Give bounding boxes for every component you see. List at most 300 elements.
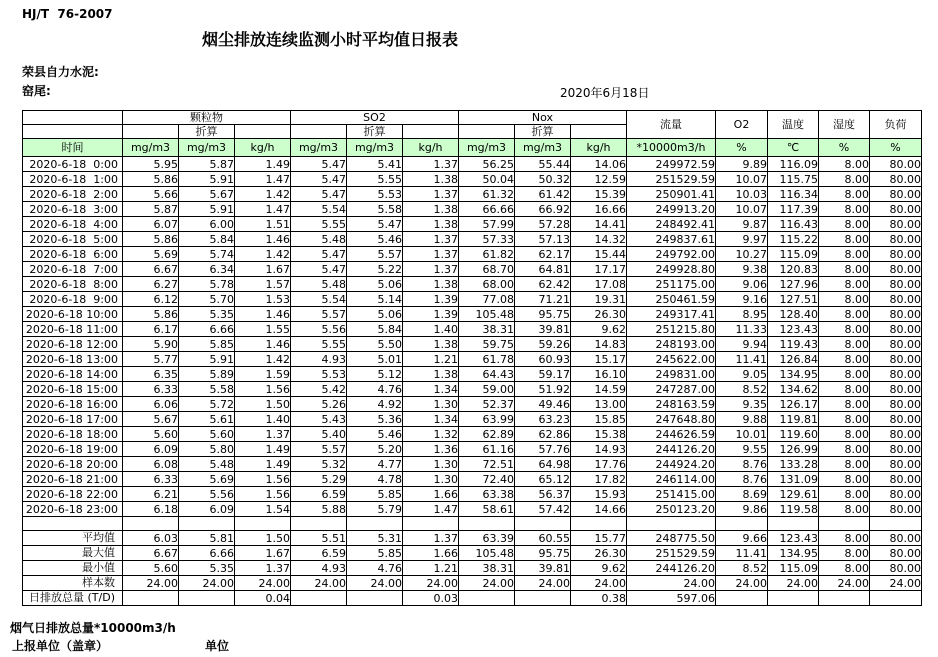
value-cell-flow: 249913.20 [627,202,716,217]
value-cell: 1.37 [403,157,459,172]
unit-cell: % [716,139,768,157]
value-cell: 24.00 [235,576,291,591]
value-cell: 1.37 [403,262,459,277]
value-cell: 1.34 [403,382,459,397]
value-cell: 1.56 [235,487,291,502]
value-cell: 119.43 [768,337,819,352]
value-cell-flow: 248775.50 [627,531,716,546]
value-cell: 9.38 [716,262,768,277]
hour-row [23,442,922,457]
value-cell: 134.62 [768,382,819,397]
time-cell [23,172,123,187]
value-cell: 19.31 [571,292,627,307]
value-cell-flow: 249972.59 [627,157,716,172]
value-cell: 129.61 [768,487,819,502]
value-cell: 105.48 [459,307,515,322]
value-cell: 62.86 [515,427,571,442]
summary-row [23,576,922,591]
value-cell: 5.60 [179,427,235,442]
value-cell: 5.54 [291,202,347,217]
value-cell: 1.21 [403,352,459,367]
value-cell: 1.51 [235,217,291,232]
value-cell: 6.09 [123,442,179,457]
value-cell-flow: 249928.80 [627,262,716,277]
value-cell: 5.56 [179,487,235,502]
value-cell: 1.67 [235,546,291,561]
value-cell: 5.85 [179,337,235,352]
time-cell [23,352,123,367]
value-cell [819,591,870,606]
row-label: 2020-6-18 23:00 [25,502,118,516]
value-cell: 63.39 [459,531,515,546]
header-empty-cell [23,125,123,139]
value-cell: 4.77 [347,457,403,472]
value-cell: 9.62 [571,561,627,576]
value-cell: 6.27 [123,277,179,292]
value-cell: 6.35 [123,367,179,382]
value-cell: 80.00 [870,531,922,546]
unit-cell: mg/m3 [123,139,179,157]
time-cell [23,576,123,591]
value-cell: 80.00 [870,322,922,337]
value-cell: 5.80 [179,442,235,457]
value-cell: 14.32 [571,232,627,247]
hour-row [23,172,922,187]
summary-row [23,546,922,561]
value-cell: 0.03 [403,591,459,606]
row-label: 2020-6-18 21:00 [25,472,118,486]
value-cell: 5.91 [179,352,235,367]
value-cell: 4.76 [347,382,403,397]
value-cell: 1.50 [235,531,291,546]
unit-cell: mg/m3 [179,139,235,157]
value-cell [235,517,291,531]
value-cell [515,591,571,606]
value-cell [179,591,235,606]
value-cell: 8.00 [819,172,870,187]
value-cell: 8.00 [819,262,870,277]
value-cell: 14.06 [571,157,627,172]
value-cell: 11.41 [716,352,768,367]
row-label: 2020-6-18 22:00 [25,487,118,501]
value-cell: 14.93 [571,442,627,457]
value-cell: 50.32 [515,172,571,187]
value-cell: 8.52 [716,382,768,397]
time-cell [23,277,123,292]
value-cell-flow [627,517,716,531]
value-cell [291,517,347,531]
value-cell: 10.07 [716,202,768,217]
header-load: 负荷 [870,111,922,139]
value-cell: 63.99 [459,412,515,427]
value-cell: 5.47 [291,262,347,277]
value-cell: 24.00 [123,576,179,591]
value-cell: 5.69 [179,472,235,487]
value-cell-flow: 246114.00 [627,472,716,487]
value-cell: 133.28 [768,457,819,472]
row-label: 2020-6-18 11:00 [25,322,118,336]
value-cell: 5.60 [123,427,179,442]
value-cell: 8.00 [819,457,870,472]
value-cell: 5.48 [179,457,235,472]
value-cell: 15.77 [571,531,627,546]
value-cell: 17.82 [571,472,627,487]
value-cell: 8.76 [716,457,768,472]
time-cell [23,397,123,412]
value-cell [123,591,179,606]
row-label: 2020-6-18 9:00 [29,292,118,306]
row-label: 2020-6-18 13:00 [25,352,118,366]
company-name: 荣县自力水泥: [22,65,99,79]
value-cell: 5.79 [347,502,403,517]
value-cell-flow: 248193.00 [627,337,716,352]
value-cell: 15.44 [571,247,627,262]
value-cell: 80.00 [870,457,922,472]
value-cell: 49.46 [515,397,571,412]
value-cell: 5.47 [291,247,347,262]
value-cell: 5.58 [179,382,235,397]
value-cell [768,591,819,606]
value-cell: 126.99 [768,442,819,457]
header-empty-cell [291,125,347,139]
value-cell: 14.83 [571,337,627,352]
row-label: 2020-6-18 7:00 [29,262,118,276]
value-cell: 24.00 [571,576,627,591]
row-label: 2020-6-18 18:00 [25,427,118,441]
value-cell: 6.21 [123,487,179,502]
value-cell: 5.06 [347,307,403,322]
value-cell: 8.00 [819,337,870,352]
value-cell-flow: 251215.80 [627,322,716,337]
value-cell: 126.84 [768,352,819,367]
value-cell: 66.92 [515,202,571,217]
value-cell: 5.14 [347,292,403,307]
reporting-unit-label: 上报单位（盖章） [12,639,109,653]
header-empty-cell [23,111,123,125]
row-label: 2020-6-18 17:00 [25,412,118,426]
value-cell-flow: 250901.41 [627,187,716,202]
value-cell: 57.13 [515,232,571,247]
value-cell: 5.47 [291,172,347,187]
value-cell: 9.88 [716,412,768,427]
value-cell: 5.55 [347,172,403,187]
value-cell: 6.08 [123,457,179,472]
value-cell: 1.37 [403,531,459,546]
value-cell: 9.62 [571,322,627,337]
row-label: 最小值 [82,561,115,574]
value-cell [347,517,403,531]
value-cell: 8.00 [819,561,870,576]
hour-row [23,412,922,427]
value-cell: 5.86 [123,307,179,322]
value-cell: 5.67 [179,187,235,202]
value-cell: 9.66 [716,531,768,546]
value-cell: 8.00 [819,367,870,382]
value-cell: 4.78 [347,472,403,487]
value-cell: 115.75 [768,172,819,187]
value-cell: 57.33 [459,232,515,247]
value-cell: 6.00 [179,217,235,232]
hour-row [23,262,922,277]
value-cell: 8.00 [819,277,870,292]
value-cell: 57.99 [459,217,515,232]
row-label: 2020-6-18 8:00 [29,277,118,291]
value-cell: 5.85 [347,487,403,502]
value-cell: 50.04 [459,172,515,187]
value-cell: 56.25 [459,157,515,172]
value-cell: 15.93 [571,487,627,502]
value-cell: 5.29 [291,472,347,487]
header-units-row [23,139,922,157]
value-cell: 5.60 [123,561,179,576]
value-cell-flow: 249317.41 [627,307,716,322]
value-cell: 1.57 [235,277,291,292]
value-cell: 9.16 [716,292,768,307]
time-cell [23,307,123,322]
value-cell: 9.86 [716,502,768,517]
value-cell: 72.40 [459,472,515,487]
value-cell: 9.94 [716,337,768,352]
value-cell: 8.00 [819,292,870,307]
row-label: 2020-6-18 2:00 [29,187,118,201]
value-cell-flow: 251415.00 [627,487,716,502]
value-cell: 8.00 [819,187,870,202]
row-label: 平均值 [82,531,115,544]
value-cell: 120.83 [768,262,819,277]
value-cell: 1.38 [403,277,459,292]
value-cell: 1.42 [235,187,291,202]
value-cell: 1.47 [235,172,291,187]
value-cell: 6.03 [123,531,179,546]
value-cell-flow: 251529.59 [627,546,716,561]
value-cell-flow: 248492.41 [627,217,716,232]
time-cell [23,591,123,606]
row-label: 2020-6-18 15:00 [25,382,118,396]
time-cell [23,337,123,352]
value-cell: 9.06 [716,277,768,292]
value-cell: 12.59 [571,172,627,187]
value-cell: 134.95 [768,367,819,382]
unit-cell: *10000m3/h [627,139,716,157]
value-cell: 24.00 [459,576,515,591]
value-cell: 8.00 [819,412,870,427]
row-label [118,517,122,530]
value-cell: 5.56 [291,322,347,337]
value-cell: 57.28 [515,217,571,232]
value-cell: 9.55 [716,442,768,457]
value-cell: 80.00 [870,172,922,187]
unit-cell: kg/h [403,139,459,157]
value-cell: 1.42 [235,352,291,367]
value-cell: 1.53 [235,292,291,307]
value-cell: 9.87 [716,217,768,232]
value-cell: 6.33 [123,382,179,397]
header-converted-so2: 折算 [347,125,403,139]
hour-row [23,427,922,442]
value-cell: 123.43 [768,531,819,546]
hour-row [23,352,922,367]
row-label: 2020-6-18 0:00 [29,157,118,171]
value-cell: 80.00 [870,202,922,217]
value-cell [571,517,627,531]
hour-row [23,307,922,322]
value-cell: 68.70 [459,262,515,277]
value-cell: 126.17 [768,397,819,412]
value-cell: 5.48 [291,232,347,247]
value-cell: 1.56 [235,472,291,487]
value-cell: 6.34 [179,262,235,277]
value-cell-flow: 251529.59 [627,172,716,187]
value-cell: 80.00 [870,262,922,277]
value-cell: 8.00 [819,322,870,337]
value-cell: 80.00 [870,337,922,352]
value-cell: 80.00 [870,442,922,457]
value-cell: 5.81 [179,531,235,546]
value-cell [515,517,571,531]
value-cell-flow: 24.00 [627,576,716,591]
unit-cell: mg/m3 [515,139,571,157]
value-cell-flow: 245622.00 [627,352,716,367]
value-cell: 1.37 [403,187,459,202]
summary-row [23,561,922,576]
page-title: 烟尘排放连续监测小时平均值日报表 [201,30,458,49]
value-cell: 62.89 [459,427,515,442]
value-cell: 6.07 [123,217,179,232]
value-cell: 1.40 [403,322,459,337]
value-cell: 8.00 [819,307,870,322]
value-cell: 24.00 [768,576,819,591]
value-cell: 80.00 [870,472,922,487]
value-cell: 80.00 [870,277,922,292]
time-cell [23,202,123,217]
value-cell: 5.87 [179,157,235,172]
value-cell: 24.00 [819,576,870,591]
value-cell: 128.40 [768,307,819,322]
header-time: 时间 [23,139,123,157]
value-cell: 1.49 [235,442,291,457]
hour-row [23,472,922,487]
hour-row [23,277,922,292]
value-cell: 5.91 [179,202,235,217]
value-cell: 14.41 [571,217,627,232]
unit-cell: % [819,139,870,157]
value-cell: 26.30 [571,307,627,322]
value-cell: 9.89 [716,157,768,172]
value-cell: 1.37 [403,247,459,262]
value-cell: 5.48 [291,277,347,292]
value-cell: 5.74 [179,247,235,262]
value-cell: 62.17 [515,247,571,262]
value-cell: 5.35 [179,561,235,576]
value-cell: 63.38 [459,487,515,502]
value-cell: 5.46 [347,427,403,442]
value-cell: 80.00 [870,546,922,561]
value-cell: 6.59 [291,546,347,561]
value-cell: 8.52 [716,561,768,576]
value-cell: 5.42 [291,382,347,397]
value-cell: 115.09 [768,247,819,262]
value-cell-flow: 247648.80 [627,412,716,427]
time-cell [23,382,123,397]
value-cell: 1.30 [403,457,459,472]
time-cell [23,217,123,232]
row-label: 2020-6-18 3:00 [29,202,118,216]
value-cell-flow: 244626.59 [627,427,716,442]
value-cell: 1.46 [235,337,291,352]
value-cell: 61.16 [459,442,515,457]
value-cell: 24.00 [716,576,768,591]
value-cell: 72.51 [459,457,515,472]
value-cell: 80.00 [870,157,922,172]
value-cell: 51.92 [515,382,571,397]
row-label: 2020-6-18 10:00 [25,307,118,321]
spacer-row [23,517,922,531]
value-cell: 80.00 [870,487,922,502]
value-cell: 6.33 [123,472,179,487]
value-cell-flow: 247287.00 [627,382,716,397]
value-cell: 1.37 [235,561,291,576]
value-cell: 80.00 [870,367,922,382]
value-cell: 16.66 [571,202,627,217]
value-cell: 10.01 [716,427,768,442]
row-label: 最大值 [82,546,115,559]
value-cell: 5.89 [179,367,235,382]
value-cell: 5.54 [291,292,347,307]
value-cell: 1.39 [403,292,459,307]
row-label: 2020-6-18 1:00 [29,172,118,186]
value-cell: 117.39 [768,202,819,217]
value-cell: 5.91 [179,172,235,187]
value-cell: 5.61 [179,412,235,427]
time-cell [23,262,123,277]
value-cell: 1.49 [235,157,291,172]
value-cell: 5.69 [123,247,179,262]
value-cell: 64.81 [515,262,571,277]
value-cell: 119.81 [768,412,819,427]
unit-cell: kg/h [235,139,291,157]
value-cell: 5.70 [179,292,235,307]
value-cell: 24.00 [179,576,235,591]
value-cell [403,517,459,531]
hour-row [23,202,922,217]
row-label: 2020-6-18 6:00 [29,247,118,261]
value-cell: 10.03 [716,187,768,202]
header-o2: O2 [716,111,768,139]
value-cell [347,591,403,606]
value-cell: 24.00 [291,576,347,591]
value-cell: 119.60 [768,427,819,442]
hour-row [23,502,922,517]
value-cell: 1.38 [403,367,459,382]
value-cell-flow: 249792.00 [627,247,716,262]
value-cell-flow: 244924.20 [627,457,716,472]
value-cell: 5.95 [123,157,179,172]
value-cell: 5.46 [347,232,403,247]
value-cell: 8.95 [716,307,768,322]
value-cell: 119.58 [768,502,819,517]
value-cell: 8.00 [819,382,870,397]
header-empty-cell [403,125,459,139]
value-cell: 5.66 [123,187,179,202]
hour-row [23,322,922,337]
value-cell: 4.76 [347,561,403,576]
header-empty-cell [571,125,627,139]
value-cell: 15.39 [571,187,627,202]
value-cell: 5.87 [123,202,179,217]
standard-code: HJ/T 76-2007 [22,7,113,21]
value-cell: 6.06 [123,397,179,412]
value-cell: 59.26 [515,337,571,352]
